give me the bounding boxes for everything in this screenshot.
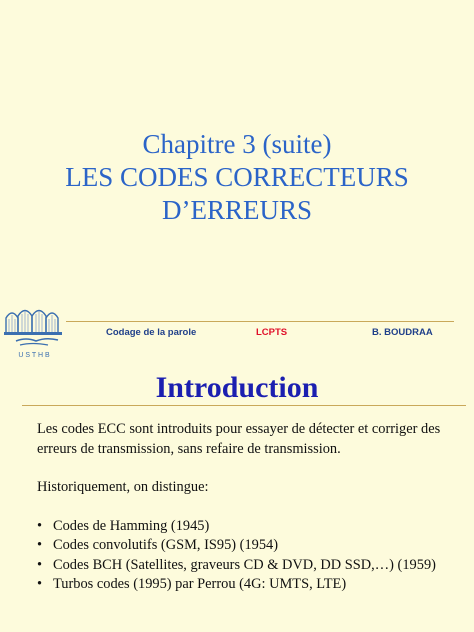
bullet-icon: • [37, 576, 43, 592]
list-item [37, 536, 467, 556]
list-item-text: Codes convolutifs (GSM, IS95) (1954) [53, 537, 279, 553]
usthb-logo [2, 302, 66, 360]
logo-letters: U S T H B [18, 352, 50, 359]
title-line-3: D’ERREURS [161, 195, 313, 225]
list-item-text: Turbos codes (1995) par Perrou (4G: UMTS, LTE) [53, 576, 347, 592]
footer-course: Codage de la parole [106, 327, 197, 338]
bullet-icon: • [37, 537, 43, 553]
bullet-icon: • [37, 517, 43, 534]
list-item-text: Codes de Hamming (1945) [53, 517, 210, 534]
title-line-2: LES CODES CORRECTEURS [65, 162, 409, 192]
bullet-icon: • [37, 556, 43, 573]
footer-divider [66, 321, 454, 322]
code-list [37, 517, 467, 595]
heading-divider [22, 405, 466, 406]
list-item-text: Codes BCH (Satellites, graveurs CD & DVD, DD SSD,…) (1959) [53, 556, 436, 573]
intro-slide [0, 362, 474, 632]
slide-title [0, 128, 474, 227]
footer-lab: LCPTS [256, 327, 288, 338]
list-item [37, 517, 467, 537]
list-item [37, 575, 467, 595]
slide-body [37, 420, 467, 595]
history-paragraph: Historiquement, on distingue: [37, 479, 209, 495]
title-line-1: Chapitre 3 (suite) [142, 129, 332, 159]
footer-author: B. BOUDRAA [372, 327, 433, 338]
intro-paragraph: Les codes ECC sont introduits pour essayer de détecter et corriger des erreurs de transmission, sans refaire de transmission. [37, 421, 441, 457]
list-item [37, 556, 467, 576]
section-heading: Introduction [155, 371, 319, 404]
